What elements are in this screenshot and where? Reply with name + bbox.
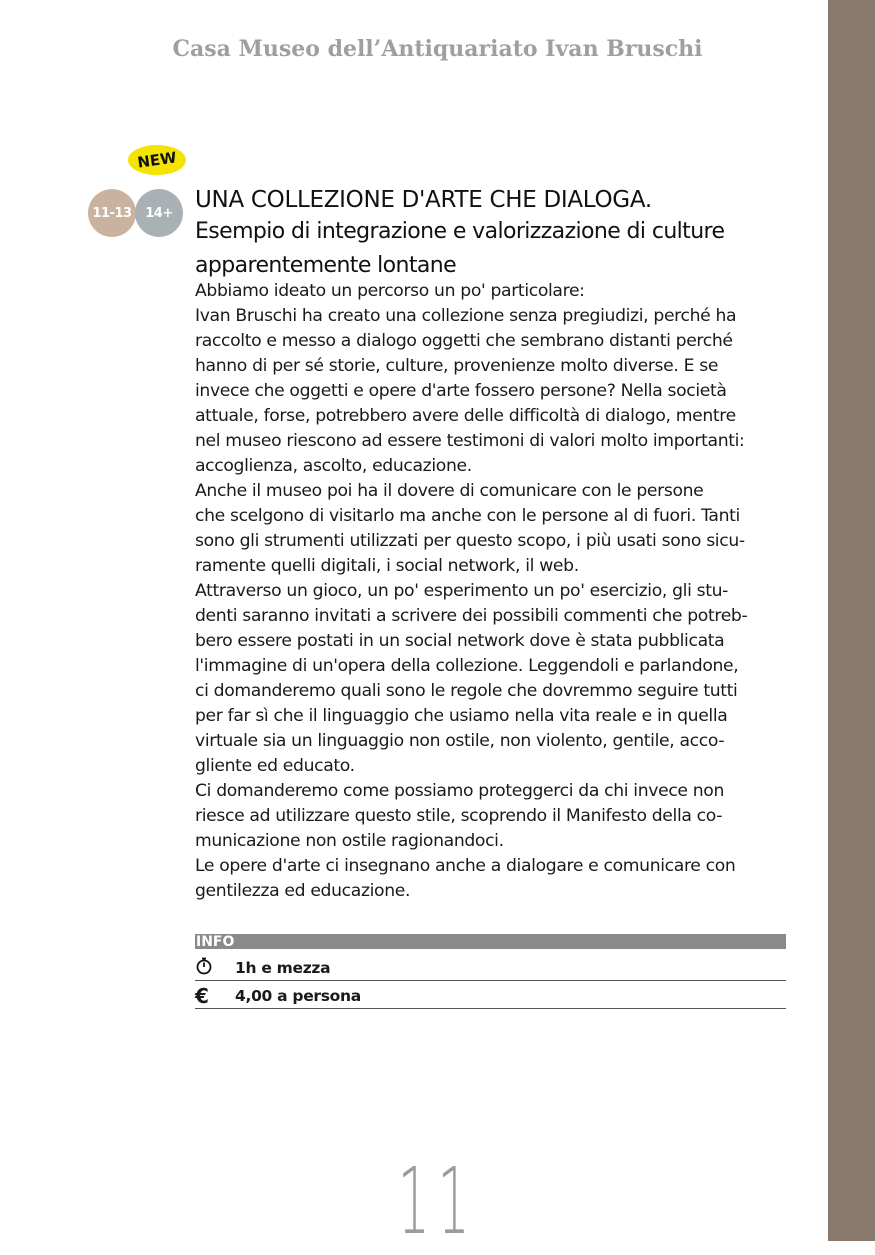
body-line: bero essere postati in un social network dove è stata pubblicata xyxy=(195,631,725,651)
info-duration-row xyxy=(195,953,786,981)
body-line: Abbiamo ideato un percorso un po' particolare: xyxy=(195,281,585,301)
stopwatch-icon xyxy=(195,956,215,976)
body-line: virtuale sia un linguaggio non ostile, non violento, gentile, acco- xyxy=(195,731,725,751)
body-line: invece che oggetti e opere d'arte fossero persone? Nella società xyxy=(195,381,727,401)
info-price-row xyxy=(195,981,786,1009)
body-line: gliente ed educato. xyxy=(195,756,355,776)
body-line: hanno di per sé storie, culture, provenienze molto diverse. E se xyxy=(195,356,719,376)
new-badge xyxy=(127,143,187,176)
body-line: nel museo riescono ad essere testimoni di valori molto importanti: xyxy=(195,431,745,451)
body-line: che scelgono di visitarlo ma anche con le persone al di fuori. Tanti xyxy=(195,506,740,526)
activity-title: UNA COLLEZIONE D'ARTE CHE DIALOGA. xyxy=(195,187,652,213)
body-line: Ci domanderemo come possiamo proteggerci da chi invece non xyxy=(195,781,725,801)
body-line: Anche il museo poi ha il dovere di comunicare con le persone xyxy=(195,481,704,501)
info-price-value: 4,00 a persona xyxy=(235,987,361,1005)
info-section-header: INFO xyxy=(195,934,786,949)
body-line: raccolto e messo a dialogo oggetti che sembrano distanti perché xyxy=(195,331,733,351)
new-badge-label: NEW xyxy=(136,148,178,172)
body-line: Le opere d'arte ci insegnano anche a dialogare e comunicare con xyxy=(195,856,736,876)
body-line: riesce ad utilizzare questo stile, scoprendo il Manifesto della co- xyxy=(195,806,723,826)
new-starburst-icon xyxy=(127,143,187,176)
body-line: ramente quelli digitali, i social network, il web. xyxy=(195,556,579,576)
body-line: denti saranno invitati a scrivere dei possibili commenti che potreb- xyxy=(195,606,748,626)
euro-icon: € xyxy=(195,984,209,1008)
age-badge-11-13: 11-13 xyxy=(88,189,136,237)
body-line: l'immagine di un'opera della collezione. Leggendoli e parlandone, xyxy=(195,656,739,676)
body-line: Attraverso un gioco, un po' esperimento un po' esercizio, gli stu- xyxy=(195,581,729,601)
info-duration-value: 1h e mezza xyxy=(235,959,331,977)
body-line: gentilezza ed educazione. xyxy=(195,881,411,901)
activity-description xyxy=(195,279,795,904)
body-line: Ivan Bruschi ha creato una collezione senza pregiudizi, perché ha xyxy=(195,306,737,326)
age-badge-14-plus: 14+ xyxy=(135,189,183,237)
side-color-bar xyxy=(828,0,875,1241)
page-header-title: Casa Museo dell’Antiquariato Ivan Bruschi xyxy=(172,36,703,62)
body-line: ci domanderemo quali sono le regole che dovremmo seguire tutti xyxy=(195,681,738,701)
body-line: attuale, forse, potrebbero avere delle difficoltà di dialogo, mentre xyxy=(195,406,736,426)
subtitle-line: apparentemente lontane xyxy=(195,253,457,278)
body-line: accoglienza, ascolto, educazione. xyxy=(195,456,472,476)
body-line: municazione non ostile ragionandoci. xyxy=(195,831,504,851)
subtitle-line: Esempio di integrazione e valorizzazione di culture xyxy=(195,219,725,244)
page-number: 11 xyxy=(397,1148,478,1255)
body-line: sono gli strumenti utilizzati per questo scopo, i più usati sono sicu- xyxy=(195,531,745,551)
body-line: per far sì che il linguaggio che usiamo nella vita reale e in quella xyxy=(195,706,728,726)
